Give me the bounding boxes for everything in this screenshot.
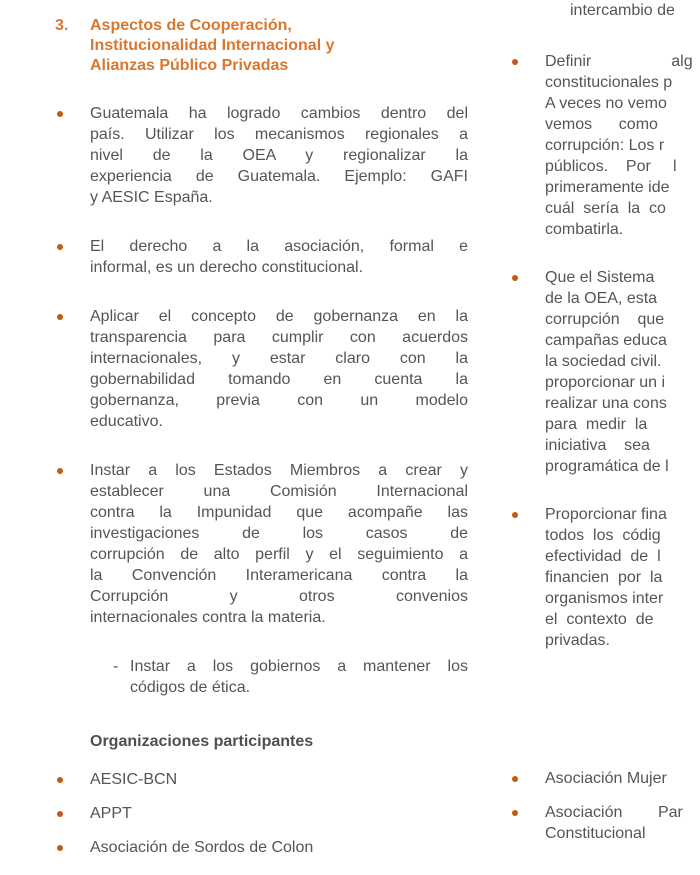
text-line: Asociación Mujer <box>545 770 667 787</box>
left-column <box>55 16 468 871</box>
organizations-heading: Organizaciones participantes <box>90 733 314 750</box>
left-bullet-list <box>90 103 468 628</box>
text-line: Asociación Par <box>545 804 683 821</box>
text-line: de la OEA, esta <box>545 290 658 307</box>
text-line: contra la Impunidad que acompañe las <box>90 504 468 521</box>
text-line: iniciativa sea <box>545 437 650 454</box>
right-organizations-list <box>545 768 700 857</box>
text-line: organismos inter <box>545 590 664 607</box>
text-line: Definir alg <box>545 53 693 70</box>
bullet-marker <box>512 776 518 782</box>
text-line: establecer una Comisión Internacional <box>90 483 468 500</box>
bullet-marker <box>512 59 518 65</box>
text-line: educativo. <box>90 413 163 430</box>
bullet-item <box>90 306 468 432</box>
bullet-marker <box>57 111 63 117</box>
text-line: Proporcionar fina <box>545 506 667 523</box>
text-line: transparencia para cumplir con acuerdos <box>90 329 468 346</box>
text-line: Instar a los Estados Miembros a crear y <box>90 462 468 479</box>
bullet-item <box>90 236 468 278</box>
text-line: Asociación de Sordos de Colon <box>90 839 314 856</box>
right-bullet-list <box>545 51 700 651</box>
text-line: programática de l <box>545 458 669 475</box>
section-title-line: Alianzas Público Privadas <box>90 57 289 74</box>
bullet-item <box>90 103 468 208</box>
text-line: códigos de ética. <box>130 679 251 696</box>
bullet-item <box>545 504 700 651</box>
section-heading <box>55 16 468 76</box>
bullet-item <box>90 769 468 790</box>
text-line: nivel de la OEA y regionalizar la <box>90 147 468 164</box>
text-line: APPT <box>90 805 132 822</box>
text-line: efectividad de l <box>545 548 661 565</box>
section-title-line: Aspectos de Cooperación, <box>90 17 292 34</box>
section-title-line: Institucionalidad Internacional y <box>90 37 335 54</box>
text-line: Que el Sistema <box>545 269 655 286</box>
dash-marker: - <box>113 658 119 675</box>
bullet-marker <box>512 810 518 816</box>
text-line: Instar a los gobiernos a mantener los <box>130 658 468 675</box>
text-line: AESIC-BCN <box>90 771 178 788</box>
text-line: el contexto de <box>545 611 654 628</box>
text-line: gobernabilidad tomando en cuenta la <box>90 371 468 388</box>
text-line: financien por la <box>545 569 663 586</box>
right-column <box>545 0 700 678</box>
bullet-marker <box>57 244 63 250</box>
text-line: la sociedad civil. <box>545 353 662 370</box>
text-line: y AESIC España. <box>90 189 213 206</box>
text-line: informal, es un derecho constitucional. <box>90 259 364 276</box>
text-line: combatirla. <box>545 221 624 238</box>
text-line: investigaciones de los casos de <box>90 525 468 542</box>
section-number: 3. <box>55 17 69 34</box>
text-line: internacionales, y estar claro con la <box>90 350 468 367</box>
text-line: corrupción de alto perfil y el seguimiento a <box>90 546 468 563</box>
text-line: internacionales contra la materia. <box>90 609 326 626</box>
text-line: públicos. Por l <box>545 158 677 175</box>
bullet-item <box>90 460 468 628</box>
bullet-marker <box>57 811 63 817</box>
bullet-marker <box>57 314 63 320</box>
text-line: El derecho a la asociación, formal e <box>90 238 468 255</box>
text-line: Guatemala ha logrado cambios dentro del <box>90 105 468 122</box>
text-line: para medir la <box>545 416 648 433</box>
text-line: experiencia de Guatemala. Ejemplo: GAFI <box>90 168 468 185</box>
bullet-marker <box>57 777 63 783</box>
continued-text-fragment: intercambio de <box>570 2 675 19</box>
text-line: Corrupción y otros convenios <box>90 588 468 605</box>
text-line: proporcionar un i <box>545 374 666 391</box>
text-line: campañas educa <box>545 332 667 349</box>
text-line: vemos como <box>545 116 658 133</box>
text-line: cuál sería la co <box>545 200 666 217</box>
left-organizations-list <box>90 769 468 858</box>
text-line: A veces no vemo <box>545 95 667 112</box>
text-line: Aplicar el concepto de gobernanza en la <box>90 308 468 325</box>
text-line: todos los códig <box>545 527 661 544</box>
bullet-marker <box>57 845 63 851</box>
text-line: primeramente ide <box>545 179 670 196</box>
bullet-item <box>90 803 468 824</box>
text-line: constitucionales p <box>545 74 673 91</box>
text-line: la Convención Interamericana contra la <box>90 567 468 584</box>
text-line: país. Utilizar los mecanismos regionales a <box>90 126 468 143</box>
text-line: privadas. <box>545 632 610 649</box>
bullet-item <box>545 51 700 240</box>
text-line: gobernanza, previa con un modelo <box>90 392 468 409</box>
text-line: corrupción que <box>545 311 665 328</box>
text-line: Constitucional <box>545 825 646 842</box>
text-line: corrupción: Los r <box>545 137 665 154</box>
bullet-item <box>90 837 468 858</box>
text-line: realizar una cons <box>545 395 667 412</box>
bullet-marker <box>512 512 518 518</box>
bullet-marker <box>512 275 518 281</box>
bullet-item <box>545 768 700 789</box>
sub-bullet-item <box>113 656 468 698</box>
bullet-marker <box>57 468 63 474</box>
bullet-item <box>545 267 700 477</box>
bullet-item <box>545 802 700 844</box>
